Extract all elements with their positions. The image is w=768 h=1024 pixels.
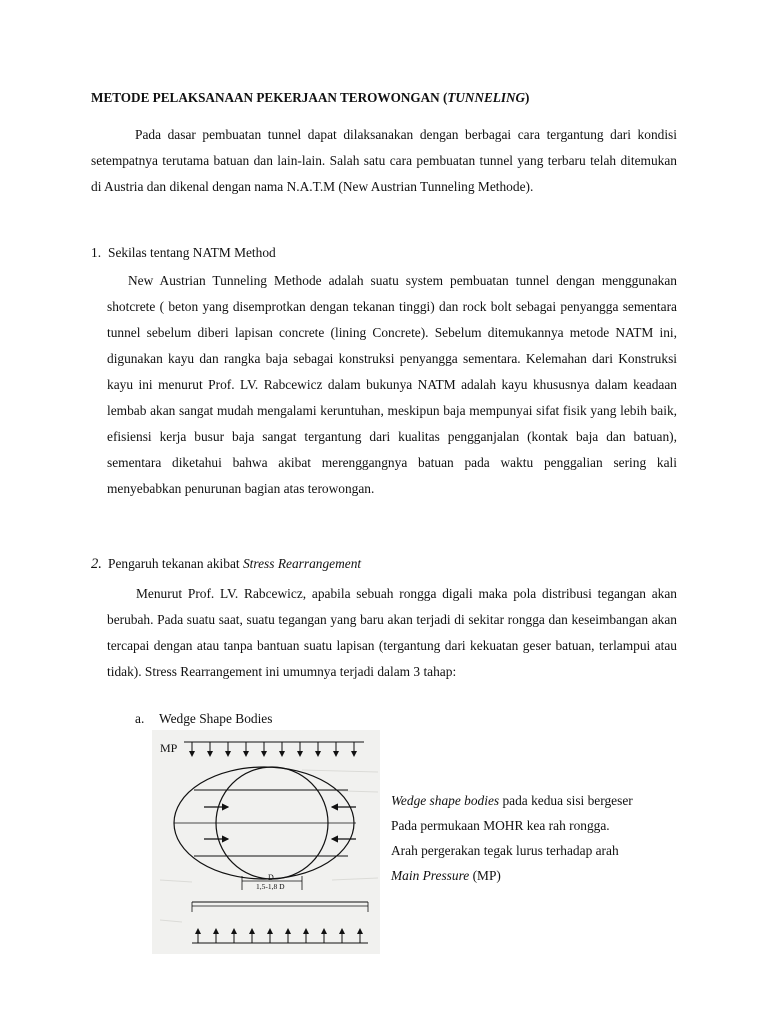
mp-label: MP	[160, 741, 178, 755]
caption-line-4	[391, 863, 691, 888]
wedge-shape-diagram	[152, 730, 380, 954]
intro-paragraph: Pada dasar pembuatan tunnel dapat dilaksanakan dengan berbagai cara tergantung dari kondisi setempatnya terutama batuan dan lain-lain. Salah satu cara pembuatan tunnel yang terbaru telah ditemukan di Austria dan dikenal dengan nama N.A.T.M (New Austrian Tunneling Methode).	[91, 127, 677, 194]
ratio-label: 1,5-1,8 D	[256, 882, 285, 891]
section-2-title-italic: Stress Rearrangement	[242, 556, 362, 571]
section-2-number: 2.	[91, 556, 102, 572]
wedge-shape-diagram-svg	[152, 730, 380, 954]
section-2-body: Menurut Prof. LV. Rabcewicz, apabila sebuah rongga digali maka pola distribusi tegangan akan berubah. Pada suatu saat, suatu tegangan yang baru akan terjadi di sekitar rongga dan keseimbangan akan tercapai dengan atau tanpa bantuan suatu lapisan (tergantung dari kekuatan geser batuan, terlampui atau tidak). Stress Rearrangement ini umumnya terjadi dalam 3 tahap:	[107, 586, 677, 679]
section-1-body: New Austrian Tunneling Methode adalah suatu system pembuatan tunnel dengan menggunakan shotcrete ( beton yang disemprotkan dengan tekanan tinggi) dan rock bolt sebagai penyangga sementara tunnel sebelum diberi lapisan concrete (lining Concrete). Sebelum ditemukannya metode NATM ini, digunakan kayu dan rangka baja sebagai konstruksi penyangga sementara. Kelemahan dari Konstruksi kayu ini menurut Prof. LV. Rabcewicz dalam bukunya NATM adalah kayu khususnya dalam keadaan lembab akan sangat mudah mengalami keruntuhan, meskipun baja mempunyai sifat fisik yang lebih baik, efisiensi kerja busur baja sangat tergantung dari kualitas pengganjalan (kontak baja dan batuan), sementara diketahui bahwa akibat merenggangnya batuan pada waktu penggalian sering kali menyebabkan penurunan bagian atas terowongan.	[107, 273, 677, 496]
section-1-heading	[91, 245, 276, 261]
caption-line-2: Pada permukaan MOHR kea rah rongga.	[391, 818, 610, 833]
caption-line-4-rest: (MP)	[469, 868, 501, 883]
section-1-title: Sekilas tentang NATM Method	[108, 245, 276, 260]
diameter-label: D	[268, 873, 274, 882]
main-pressure-arrows-bottom	[198, 929, 360, 943]
figure-caption	[391, 788, 691, 888]
subsection-a-letter: a.	[135, 711, 145, 726]
section-1-number: 1.	[91, 245, 102, 260]
document-title	[91, 90, 529, 106]
subsection-a-heading	[135, 711, 272, 727]
subsection-a-label: Wedge Shape Bodies	[159, 711, 273, 726]
section-2-title: Pengaruh tekanan akibat	[108, 556, 243, 571]
title-italic: TUNNELING	[447, 90, 526, 105]
title-main: METODE PELAKSANAAN PEKERJAAN TEROWONGAN (	[91, 90, 448, 105]
section-2-heading	[91, 556, 361, 573]
caption-line-1-italic: Wedge shape bodies	[391, 793, 500, 808]
caption-line-1-rest: pada kedua sisi bergeser	[499, 793, 633, 808]
main-pressure-arrows-top	[192, 742, 354, 756]
caption-line-4-italic: Main Pressure	[391, 868, 470, 883]
caption-line-3: Arah pergerakan tegak lurus terhadap arah	[391, 843, 619, 858]
title-close: )	[525, 90, 530, 105]
caption-line-1	[391, 788, 691, 813]
